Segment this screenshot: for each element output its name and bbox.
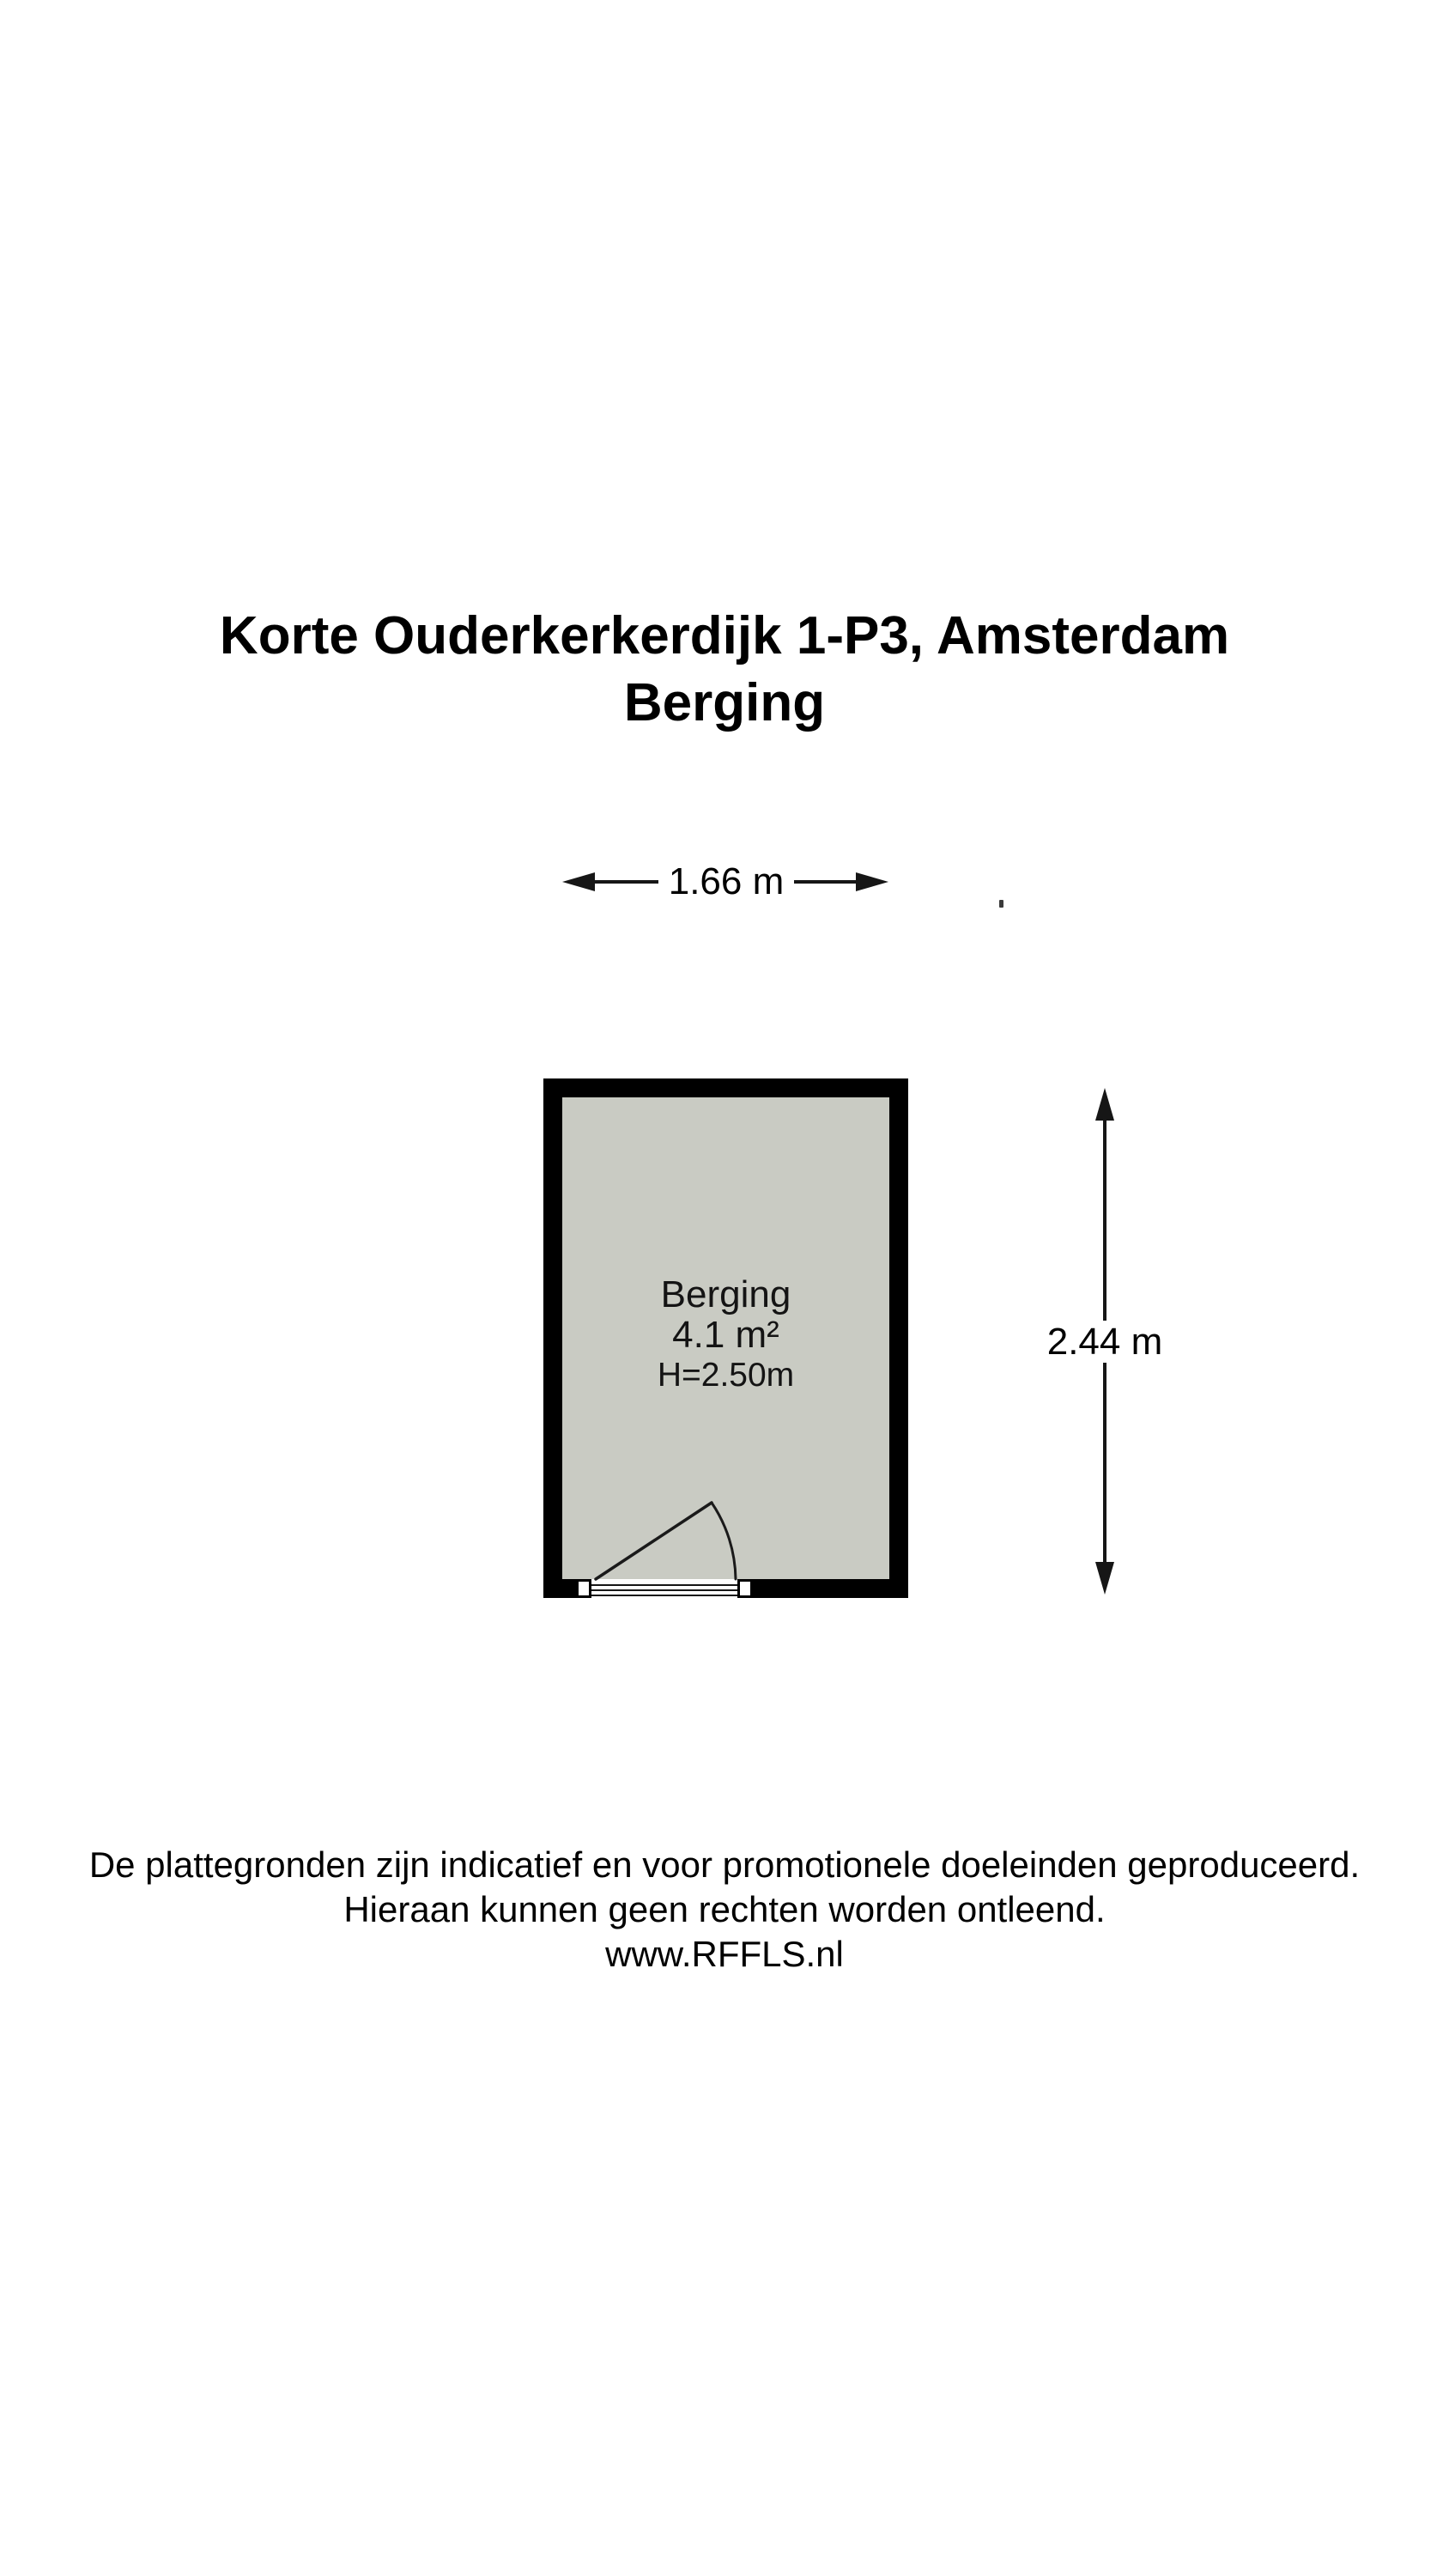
arrow-down-icon — [1095, 1562, 1114, 1595]
height-dimension-label: 2.44 m — [985, 1321, 1225, 1363]
room-ceiling-height-label: H=2.50m — [657, 1357, 795, 1394]
page-title-room: Berging — [623, 673, 826, 732]
speck-artifact — [999, 900, 1003, 908]
width-dimension-label: 1.66 m — [544, 861, 908, 902]
footer-disclaimer-line1: De plattegronden zijn indicatief en voor promotionele doeleinden geproduceerd. — [88, 1844, 1361, 1885]
room-name-label: Berging — [660, 1273, 791, 1315]
arrow-up-icon — [1095, 1088, 1114, 1121]
footer-website-label: www.RFFLS.nl — [605, 1934, 844, 1974]
room-area-label: 4.1 m² — [672, 1314, 779, 1356]
room-label-block — [562, 1274, 889, 1395]
footer-disclaimer-line2: Hieraan kunnen geen rechten worden ontleend. — [343, 1889, 1106, 1929]
page-title — [0, 603, 1449, 737]
footer-disclaimer — [0, 1843, 1449, 1977]
page-title-address: Korte Ouderkerkerdijk 1-P3, Amsterdam — [219, 606, 1230, 665]
